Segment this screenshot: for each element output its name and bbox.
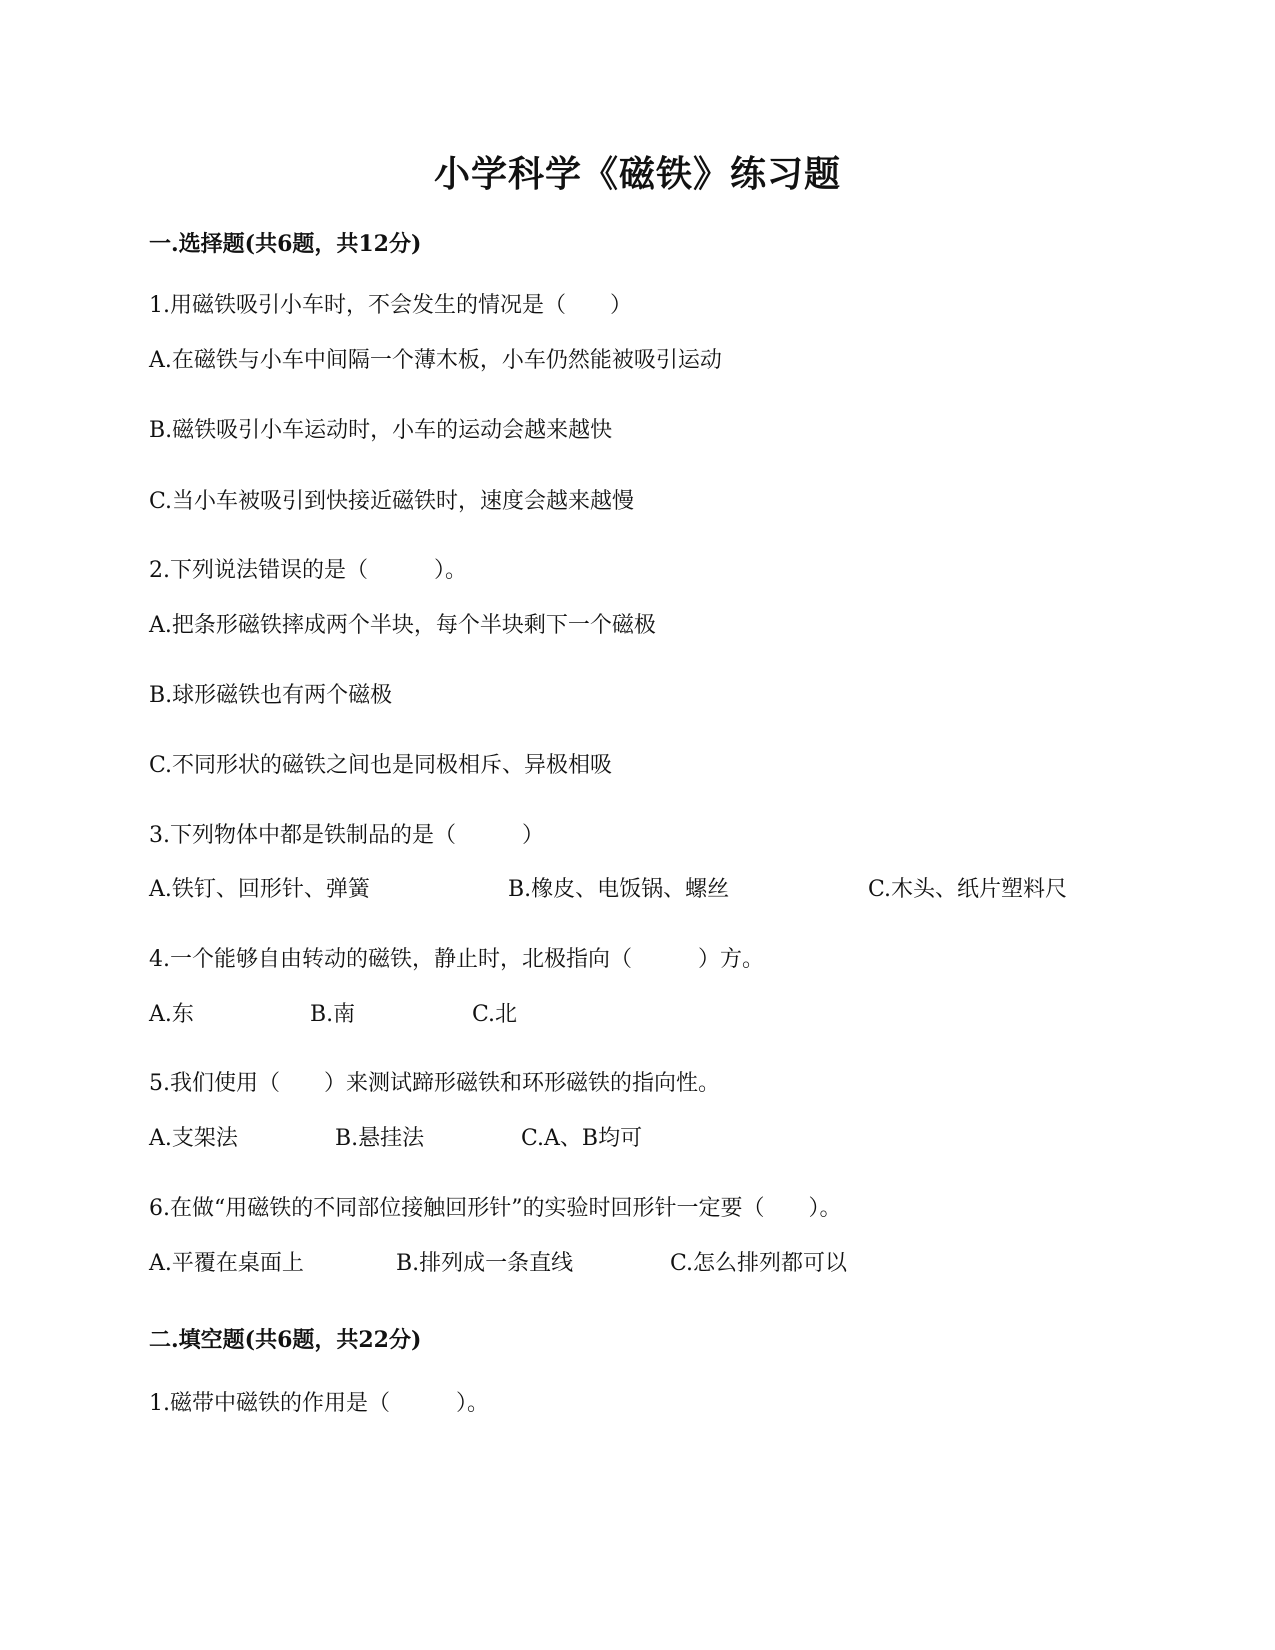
question-option: C.怎么排列都可以 [670, 1251, 848, 1276]
question-option: B.南 [310, 1002, 356, 1027]
section-heading-choice: 一.选择题(共6题，共12分) [149, 231, 422, 257]
question-option: B.悬挂法 [335, 1126, 425, 1151]
question-option: A.铁钉、回形针、弹簧 [149, 877, 370, 902]
question-option: C.北 [472, 1002, 518, 1027]
page-title: 小学科学《磁铁》练习题 [433, 153, 841, 195]
question-option: C.A、B均可 [521, 1126, 643, 1151]
question-option: B.排列成一条直线 [396, 1251, 574, 1276]
question-stem: 4.一个能够自由转动的磁铁，静止时，北极指向（ ）方。 [149, 947, 764, 972]
question-option: C.木头、纸片塑料尺 [868, 877, 1068, 902]
question-option: A.在磁铁与小车中间隔一个薄木板，小车仍然能被吸引运动 [149, 348, 722, 373]
question-option: A.平覆在桌面上 [149, 1251, 304, 1276]
question-stem: 5.我们使用（ ）来测试蹄形磁铁和环形磁铁的指向性。 [149, 1071, 720, 1096]
question-stem: 3.下列物体中都是铁制品的是（ ） [149, 823, 544, 848]
question-option: A.支架法 [149, 1126, 238, 1151]
question-option: B.橡皮、电饭锅、螺丝 [508, 877, 730, 902]
question-option: C.当小车被吸引到快接近磁铁时，速度会越来越慢 [149, 489, 635, 514]
question-option: A.东 [149, 1002, 194, 1027]
question-stem: 1.用磁铁吸引小车时，不会发生的情况是（ ） [149, 293, 632, 318]
question-stem: 6.在做“用磁铁的不同部位接触回形针”的实验时回形针一定要（ ）。 [149, 1196, 842, 1221]
question-option: A.把条形磁铁摔成两个半块，每个半块剩下一个磁极 [149, 613, 656, 638]
question-option: B.磁铁吸引小车运动时，小车的运动会越来越快 [149, 418, 613, 443]
question-stem: 2.下列说法错误的是（ ）。 [149, 558, 467, 583]
section-heading-fill-blank: 二.填空题(共6题，共22分) [149, 1327, 422, 1353]
question-option: B.球形磁铁也有两个磁极 [149, 683, 393, 708]
question-stem: 1.磁带中磁铁的作用是（ ）。 [149, 1391, 489, 1416]
question-option: C.不同形状的磁铁之间也是同极相斥、异极相吸 [149, 753, 613, 778]
